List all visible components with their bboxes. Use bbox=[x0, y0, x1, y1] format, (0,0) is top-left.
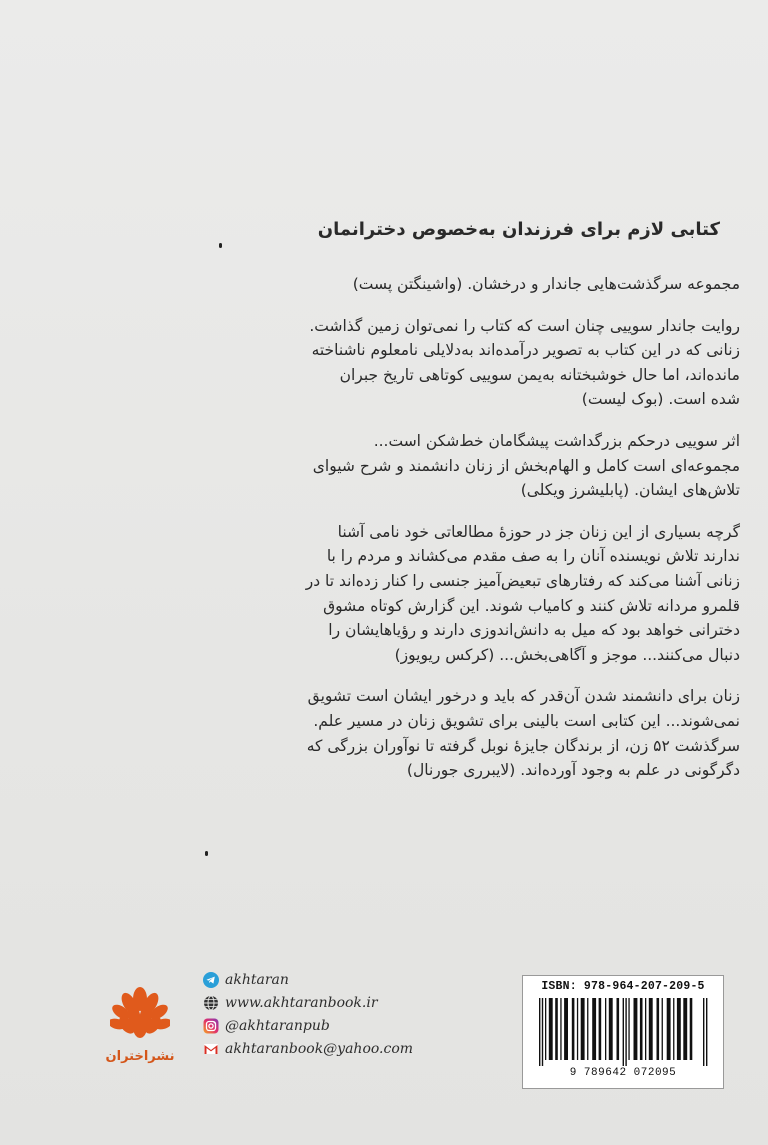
publisher-block bbox=[105, 985, 175, 1064]
text-line: شده است. (بوک لیست) bbox=[581, 390, 740, 409]
barcode-digits: 9 789642 072095 bbox=[569, 1067, 677, 1079]
telegram-handle[interactable]: akhtaran bbox=[225, 971, 289, 988]
instagram-icon bbox=[203, 1018, 219, 1034]
contact-instagram bbox=[203, 1014, 443, 1037]
contact-website bbox=[203, 991, 443, 1014]
instagram-handle[interactable]: @akhtaranpub bbox=[225, 1017, 330, 1034]
text-line: روایت جاندار سوییی چنان است که کتاب را نمی‌توان زمین گذاشت. bbox=[309, 316, 740, 335]
text-line: اثر سوییی درحکم بزرگداشت پیشگامان خط‌شکن است... bbox=[373, 431, 740, 450]
review-publishers-weekly bbox=[205, 429, 740, 503]
text-line: مجموعه‌ای است کامل و الهام‌بخش از زنان دانشمند و شرح شیوای bbox=[312, 456, 740, 475]
text-line: زنانی که در این کتاب به تصویر درآمده‌اند به‌دلایلی نامعلوم ناشناخته bbox=[311, 341, 740, 360]
text-line: قلمرو مردانه تلاش کنند و کامیاب شوند. این گزارش کوتاه مشوق bbox=[323, 596, 740, 615]
contact-email bbox=[203, 1037, 443, 1060]
telegram-icon bbox=[203, 972, 219, 988]
headline: کتابی لازم برای فرزندان به‌خصوص دخترانمان bbox=[317, 219, 720, 240]
gmail-icon bbox=[203, 1041, 219, 1057]
publisher-name: نشراختران bbox=[105, 1049, 175, 1064]
text-line: دخترانی خواهد بود که میل به دانش‌اندوزی دارند و رؤیاهایشان را bbox=[328, 621, 740, 640]
publisher-logo-icon bbox=[110, 985, 170, 1043]
website-link[interactable]: www.akhtaranbook.ir bbox=[225, 994, 378, 1011]
text-line: دنبال می‌کنند... موجز و آگاهی‌بخش... (کرکس ریویوز) bbox=[394, 645, 740, 664]
text-line: گرچه بسیاری از این زنان جز در حوزهٔ مطالعاتی خود نامی آشنا bbox=[337, 522, 740, 541]
barcode-label bbox=[522, 975, 724, 1089]
ink-mark bbox=[205, 851, 208, 856]
review-kirkus bbox=[205, 520, 740, 668]
text-line: سرگذشت ۵۲ زن، از برندگان جایزهٔ نوبل گرفته تا نوآوران بزرگی که bbox=[306, 736, 740, 755]
barcode-icon bbox=[537, 998, 709, 1066]
blurb-text bbox=[205, 218, 740, 800]
review-washington-post bbox=[205, 272, 740, 297]
text-line: ندارند تلاش نویسنده آنان را به صف مقدم می‌کشاند و مردم را با bbox=[326, 547, 740, 566]
isbn-number: ISBN: 978-964-207-209-5 bbox=[541, 980, 705, 993]
contact-list bbox=[203, 968, 443, 1060]
contact-telegram bbox=[203, 968, 443, 991]
text-line: مانده‌اند، اما حال خوشبختانه به‌یمن سوییی کوتاهی تاریخ جبران bbox=[339, 365, 740, 384]
email-address[interactable]: akhtaranbook@yahoo.com bbox=[225, 1040, 414, 1057]
text-line: مجموعه سرگذشت‌هایی جاندار و درخشان. (واشینگتن پست) bbox=[352, 275, 740, 293]
review-booklist bbox=[205, 314, 740, 412]
text-line: زنان برای دانشمند شدن آن‌قدر که باید و درخور ایشان است تشویق bbox=[307, 687, 740, 706]
text-line: نمی‌شوند... این کتابی است بالینی برای تشویق زنان در مسیر علم. bbox=[313, 711, 740, 730]
text-line: تلاش‌های ایشان. (پابلیشرز ویکلی) bbox=[520, 481, 740, 500]
text-line: دگرگونی در علم به وجود آورده‌اند. (لایبرری جورنال) bbox=[406, 761, 740, 780]
review-library-journal bbox=[205, 684, 740, 782]
text-line: زنانی آشنا می‌کند که رفتارهای تبعیض‌آمیز جنسی را کنار زده‌اند تا در bbox=[305, 571, 740, 590]
globe-icon bbox=[203, 995, 219, 1011]
